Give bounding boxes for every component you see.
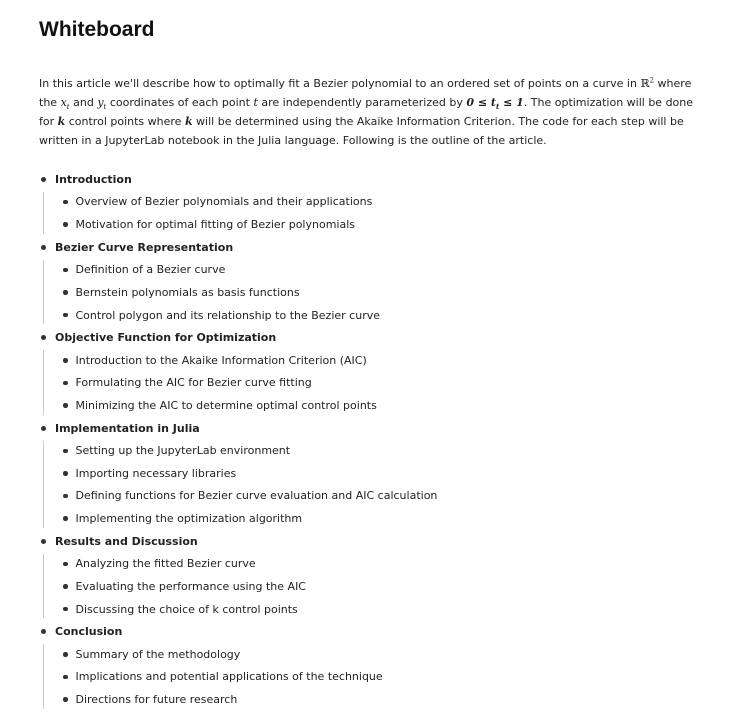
list-item-text: Directions for future research xyxy=(75,693,238,707)
math-y-var: y xyxy=(97,96,104,109)
intro-text-3: and xyxy=(69,96,98,109)
bullet-icon xyxy=(63,449,68,454)
bullet-icon xyxy=(63,358,68,363)
list-item xyxy=(63,213,706,236)
bullet-icon xyxy=(41,245,46,250)
math-reals-base: ℝ xyxy=(640,77,650,90)
sub-list xyxy=(39,349,706,417)
section-heading: Implementation in Julia xyxy=(55,421,200,435)
bullet-icon xyxy=(41,629,46,634)
list-item xyxy=(63,553,706,576)
list-item-text: Importing necessary libraries xyxy=(75,466,237,480)
math-x-var: x xyxy=(60,96,67,109)
list-item xyxy=(63,440,706,463)
list-item xyxy=(63,485,706,508)
intro-text-8: will be determined using the Akaike Information Criterion. The code for each step will be written in a JupyterLab notebook in the Julia language. Following is the outline of the article. xyxy=(39,115,684,147)
list-item xyxy=(63,281,706,304)
list-item xyxy=(63,688,706,711)
sub-list xyxy=(39,643,706,711)
list-item-text: Evaluating the performance using the AIC xyxy=(75,579,306,593)
intro-text-1: In this article we'll describe how to optimally fit a Bezier polynomial to an ordered set of points on a curve in xyxy=(39,77,641,90)
math-range-lo: 0 ≤ xyxy=(466,96,491,109)
math-y-t xyxy=(97,96,107,112)
section-heading: Results and Discussion xyxy=(55,534,198,548)
bullet-icon xyxy=(41,177,46,182)
list-item-text: Minimizing the AIC to determine optimal control points xyxy=(75,399,377,413)
list-item xyxy=(63,394,706,417)
section-heading-row xyxy=(39,530,706,553)
intro-paragraph xyxy=(39,74,711,150)
outline-section xyxy=(39,620,706,710)
math-k: k xyxy=(57,115,66,128)
bullet-icon xyxy=(41,426,46,431)
math-range-hi: ≤ 1 xyxy=(499,96,524,109)
bullet-icon xyxy=(63,403,68,408)
list-item-text: Overview of Bezier polynomials and their applications xyxy=(75,195,373,209)
list-item-text: Control polygon and its relationship to the Bezier curve xyxy=(75,308,380,322)
math-y-sub: t xyxy=(103,103,107,112)
outline-section xyxy=(39,417,706,530)
bullet-icon xyxy=(63,652,68,657)
list-item xyxy=(63,259,706,282)
list-item-text: Analyzing the fitted Bezier curve xyxy=(75,557,256,571)
bullet-icon xyxy=(63,222,68,227)
section-heading: Introduction xyxy=(55,172,132,186)
list-item-text: Motivation for optimal fitting of Bezier polynomials xyxy=(75,218,355,232)
outline-section xyxy=(39,326,706,416)
list-item xyxy=(63,575,706,598)
bullet-icon xyxy=(63,313,68,318)
sub-list xyxy=(39,259,706,327)
bullet-icon xyxy=(63,200,68,205)
bullet-icon xyxy=(63,562,68,567)
bullet-icon xyxy=(41,539,46,544)
list-item-text: Summary of the methodology xyxy=(75,647,241,661)
list-item xyxy=(63,304,706,327)
math-k-2: k xyxy=(184,115,193,128)
math-x-t xyxy=(60,96,70,112)
bullet-icon xyxy=(63,697,68,702)
math-reals-exp: 2 xyxy=(649,76,655,85)
list-item-text: Bernstein polynomials as basis functions xyxy=(75,285,300,299)
section-heading: Bezier Curve Representation xyxy=(55,240,234,254)
list-item-text: Setting up the JupyterLab environment xyxy=(75,444,291,458)
intro-text-5: are independently parameterized by xyxy=(257,96,467,109)
bullet-icon xyxy=(63,607,68,612)
sub-list xyxy=(39,553,706,621)
list-item-text: Defining functions for Bezier curve evaluation and AIC calculation xyxy=(75,489,438,503)
page-title: Whiteboard xyxy=(39,18,155,41)
intro-text-6: . The optimization will be done for xyxy=(39,96,694,128)
bullet-icon xyxy=(63,268,68,273)
sub-list xyxy=(39,191,706,236)
math-range-sub: t xyxy=(496,102,500,112)
outline-section xyxy=(39,236,706,326)
intro-text-4: coordinates of each point xyxy=(106,96,254,109)
intro-text-2: where the xyxy=(39,77,692,109)
sub-list xyxy=(39,440,706,530)
list-item xyxy=(63,191,706,214)
section-heading-row xyxy=(39,417,706,440)
list-item-text: Introduction to the Akaike Information Criterion (AIC) xyxy=(75,353,367,367)
list-item-text: Discussing the choice of k control points xyxy=(75,602,298,616)
list-item xyxy=(63,643,706,666)
section-heading-row xyxy=(39,236,706,259)
math-reals xyxy=(640,77,654,90)
bullet-icon xyxy=(41,335,46,340)
list-item xyxy=(63,507,706,530)
bullet-icon xyxy=(63,290,68,295)
math-x-sub: t xyxy=(66,103,70,112)
bullet-icon xyxy=(63,494,68,499)
section-heading-row xyxy=(39,168,706,191)
section-heading: Conclusion xyxy=(55,625,123,639)
list-item xyxy=(63,598,706,621)
list-item-text: Implications and potential applications of the technique xyxy=(75,670,383,684)
bullet-icon xyxy=(63,381,68,386)
outline-list xyxy=(39,168,706,711)
section-heading-row xyxy=(39,326,706,349)
intro-text-7: control points where xyxy=(65,115,185,128)
section-heading: Objective Function for Optimization xyxy=(55,331,277,345)
bullet-icon xyxy=(63,471,68,476)
outline-section xyxy=(39,530,706,620)
math-t: t xyxy=(253,96,258,109)
section-heading-row xyxy=(39,620,706,643)
list-item xyxy=(63,349,706,372)
list-item xyxy=(63,666,706,689)
math-range-var: t xyxy=(490,96,497,109)
list-item-text: Implementing the optimization algorithm xyxy=(75,512,303,526)
math-range xyxy=(466,96,524,112)
list-item-text: Formulating the AIC for Bezier curve fitting xyxy=(75,376,312,390)
list-item-text: Definition of a Bezier curve xyxy=(75,263,226,277)
bullet-icon xyxy=(63,584,68,589)
bullet-icon xyxy=(63,675,68,680)
outline-section xyxy=(39,168,706,236)
bullet-icon xyxy=(63,516,68,521)
list-item xyxy=(63,372,706,395)
list-item xyxy=(63,462,706,485)
